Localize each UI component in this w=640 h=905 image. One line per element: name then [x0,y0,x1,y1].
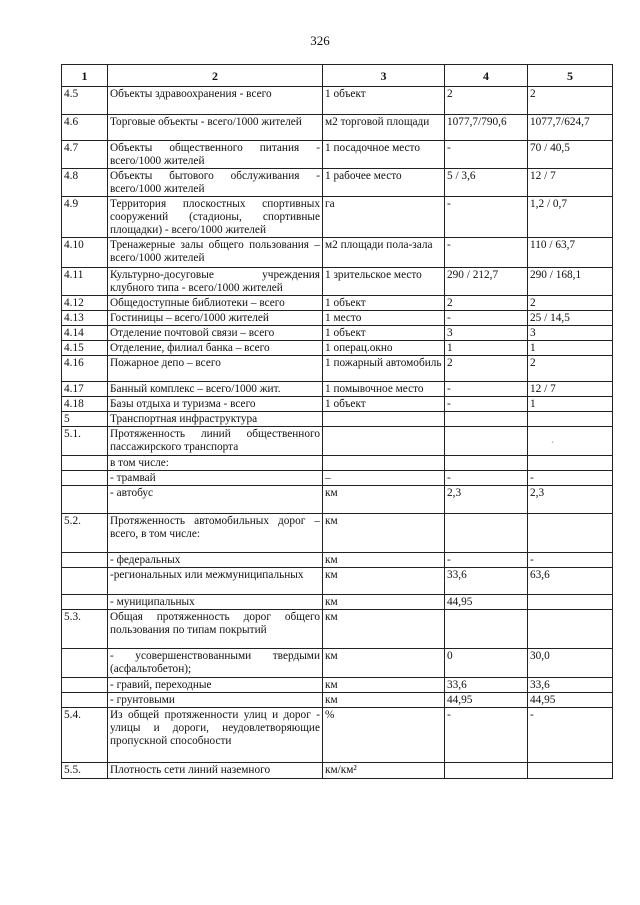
table-row [62,238,613,268]
table-row [62,649,613,678]
cell-col-2: Протяженность автомобильных дорог – всего, в том числе: [108,514,323,553]
table-row [62,471,613,486]
cell-col-3: м2 торговой площади [323,115,445,141]
cell-col-1: 5.3. [62,610,108,649]
table-row [62,678,613,693]
cell-col-2: - усовершенствованными твердыми (асфальтобетон); [108,649,323,678]
cell-col-3: км [323,553,445,568]
cell-col-4: 1077,7/790,6 [445,115,528,141]
cell-col-5: 44,95 [528,693,613,708]
indicator-table [61,64,613,779]
cell-col-3: 1 объект [323,397,445,412]
cell-col-5 [528,456,613,471]
cell-col-1 [62,693,108,708]
cell-col-5: 25 / 14,5 [528,311,613,326]
cell-col-4: - [445,311,528,326]
table-row [62,427,613,456]
cell-col-4 [445,427,528,456]
cell-col-3: м2 площади пола-зала [323,238,445,268]
cell-col-1 [62,553,108,568]
table-row [62,87,613,115]
table-row [62,595,613,610]
table-row [62,169,613,197]
cell-col-2: Плотность сети линий наземного [108,763,323,779]
cell-col-2: - гравий, переходные [108,678,323,693]
cell-col-2: Базы отдыха и туризма - всего [108,397,323,412]
cell-col-4 [445,610,528,649]
cell-col-2: Объекты бытового обслуживания - всего/1000 жителей [108,169,323,197]
cell-col-1 [62,456,108,471]
cell-col-4 [445,412,528,427]
cell-col-1: 4.18 [62,397,108,412]
cell-col-1: 4.8 [62,169,108,197]
cell-col-3: км [323,568,445,595]
cell-col-4: - [445,141,528,169]
cell-col-1: 4.7 [62,141,108,169]
cell-col-2: - автобус [108,486,323,514]
cell-col-5: 1077,7/624,7 [528,115,613,141]
cell-col-5: 2 [528,356,613,382]
cell-col-5: - [528,708,613,763]
cell-col-4: 2 [445,87,528,115]
cell-col-1: 4.12 [62,296,108,311]
cell-col-3: 1 помывочное место [323,382,445,397]
cell-col-3: 1 зрительское место [323,268,445,296]
cell-col-3: 1 объект [323,296,445,311]
table-row [62,296,613,311]
header-col-3: 3 [323,65,445,87]
cell-col-4: 5 / 3,6 [445,169,528,197]
scan-mark: ´ [551,440,554,450]
cell-col-2: Протяженность линий общественного пассажирского транспорта [108,427,323,456]
cell-col-2: Отделение, филиал банка – всего [108,341,323,356]
cell-col-4: - [445,382,528,397]
table-row [62,610,613,649]
cell-col-5: 3 [528,326,613,341]
cell-col-1: 4.6 [62,115,108,141]
header-row [62,65,613,87]
cell-col-1: 4.10 [62,238,108,268]
cell-col-3: 1 объект [323,326,445,341]
cell-col-5: 70 / 40,5 [528,141,613,169]
cell-col-2: Культурно-досуговые учреждения клубного типа - всего/1000 жителей [108,268,323,296]
cell-col-5: 12 / 7 [528,382,613,397]
table-row [62,268,613,296]
cell-col-5: 1,2 / 0,7 [528,197,613,238]
cell-col-4: - [445,708,528,763]
cell-col-5: 2 [528,296,613,311]
cell-col-2: - трамвай [108,471,323,486]
cell-col-5: 33,6 [528,678,613,693]
cell-col-4: 2 [445,356,528,382]
cell-col-1: 5.2. [62,514,108,553]
cell-col-1: 4.11 [62,268,108,296]
cell-col-3: 1 рабочее место [323,169,445,197]
cell-col-4: - [445,553,528,568]
cell-col-5: 110 / 63,7 [528,238,613,268]
cell-col-2: Гостиницы – всего/1000 жителей [108,311,323,326]
cell-col-5 [528,427,613,456]
cell-col-5: - [528,471,613,486]
cell-col-3: км [323,514,445,553]
cell-col-1: 4.13 [62,311,108,326]
cell-col-4: 290 / 212,7 [445,268,528,296]
cell-col-1 [62,595,108,610]
table-row [62,341,613,356]
header-col-2: 2 [108,65,323,87]
table-row [62,456,613,471]
cell-col-1: 4.9 [62,197,108,238]
table-row [62,708,613,763]
header-col-4: 4 [445,65,528,87]
cell-col-4: 2,3 [445,486,528,514]
cell-col-4: 3 [445,326,528,341]
cell-col-1: 4.17 [62,382,108,397]
cell-col-3 [323,412,445,427]
cell-col-2: Территория плоскостных спортивных сооружений (стадионы, спортивные площадки) - всего/1000 жителей [108,197,323,238]
cell-col-2: - муниципальных [108,595,323,610]
cell-col-3: 1 место [323,311,445,326]
cell-col-4 [445,456,528,471]
cell-col-1 [62,471,108,486]
cell-col-3: га [323,197,445,238]
cell-col-5 [528,610,613,649]
cell-col-3: км [323,678,445,693]
cell-col-5: 2 [528,87,613,115]
cell-col-3: 1 объект [323,87,445,115]
cell-col-2: Объекты здравоохранения - всего [108,87,323,115]
cell-col-3: 1 пожарный автомобиль [323,356,445,382]
cell-col-5: 1 [528,397,613,412]
cell-col-1: 4.15 [62,341,108,356]
table-row [62,553,613,568]
cell-col-2: Банный комплекс – всего/1000 жит. [108,382,323,397]
cell-col-2: Пожарное депо – всего [108,356,323,382]
table-row [62,514,613,553]
cell-col-3: 1 посадочное место [323,141,445,169]
cell-col-1 [62,568,108,595]
table-row [62,693,613,708]
table-row [62,382,613,397]
table-row [62,763,613,779]
table-row [62,141,613,169]
table-row [62,326,613,341]
cell-col-5: 290 / 168,1 [528,268,613,296]
cell-col-5: 2,3 [528,486,613,514]
table-row [62,356,613,382]
cell-col-2: Общая протяженность дорог общего пользования по типам покрытий [108,610,323,649]
table-row [62,412,613,427]
cell-col-4: - [445,238,528,268]
cell-col-2: в том числе: [108,456,323,471]
cell-col-3: 1 операц.окно [323,341,445,356]
cell-col-5 [528,514,613,553]
cell-col-3: км [323,486,445,514]
cell-col-3: км [323,649,445,678]
cell-col-4: 1 [445,341,528,356]
cell-col-3 [323,456,445,471]
cell-col-5 [528,412,613,427]
cell-col-3: км [323,610,445,649]
cell-col-4 [445,514,528,553]
cell-col-4: 44,95 [445,595,528,610]
cell-col-4: 2 [445,296,528,311]
table-row [62,397,613,412]
cell-col-3: км [323,595,445,610]
cell-col-5: 63,6 [528,568,613,595]
cell-col-4: 44,95 [445,693,528,708]
cell-col-1: 5 [62,412,108,427]
cell-col-1: 4.16 [62,356,108,382]
cell-col-2: Общедоступные библиотеки – всего [108,296,323,311]
cell-col-1: 5.5. [62,763,108,779]
cell-col-4: - [445,471,528,486]
table-row [62,311,613,326]
cell-col-4: 33,6 [445,568,528,595]
cell-col-4: - [445,197,528,238]
cell-col-2: Из общей протяженности улиц и дорог - улицы и дороги, неудовлетворяющие пропускной способности [108,708,323,763]
header-col-5: 5 [528,65,613,87]
cell-col-3: % [323,708,445,763]
table-row [62,486,613,514]
cell-col-5: 12 / 7 [528,169,613,197]
cell-col-1 [62,649,108,678]
cell-col-4: 0 [445,649,528,678]
table-row [62,115,613,141]
cell-col-4: - [445,397,528,412]
cell-col-3: – [323,471,445,486]
page-number: 326 [310,33,330,48]
cell-col-2: Тренажерные залы общего пользования – всего/1000 жителей [108,238,323,268]
cell-col-5: 30,0 [528,649,613,678]
cell-col-3: км/км² [323,763,445,779]
table-row [62,568,613,595]
cell-col-4 [445,763,528,779]
cell-col-2: -региональных или межмуниципальных [108,568,323,595]
cell-col-2: Транспортная инфраструктура [108,412,323,427]
cell-col-5 [528,595,613,610]
cell-col-2: - грунтовыми [108,693,323,708]
cell-col-1 [62,486,108,514]
cell-col-1: 4.5 [62,87,108,115]
cell-col-1: 5.1. [62,427,108,456]
cell-col-3: км [323,693,445,708]
cell-col-2: Отделение почтовой связи – всего [108,326,323,341]
cell-col-4: 33,6 [445,678,528,693]
cell-col-1: 4.14 [62,326,108,341]
cell-col-5 [528,763,613,779]
cell-col-1 [62,678,108,693]
table-row [62,197,613,238]
cell-col-2: Торговые объекты - всего/1000 жителей [108,115,323,141]
cell-col-5: - [528,553,613,568]
cell-col-2: - федеральных [108,553,323,568]
cell-col-2: Объекты общественного питания - всего/1000 жителей [108,141,323,169]
header-col-1: 1 [62,65,108,87]
cell-col-1: 5.4. [62,708,108,763]
cell-col-3 [323,427,445,456]
cell-col-5: 1 [528,341,613,356]
